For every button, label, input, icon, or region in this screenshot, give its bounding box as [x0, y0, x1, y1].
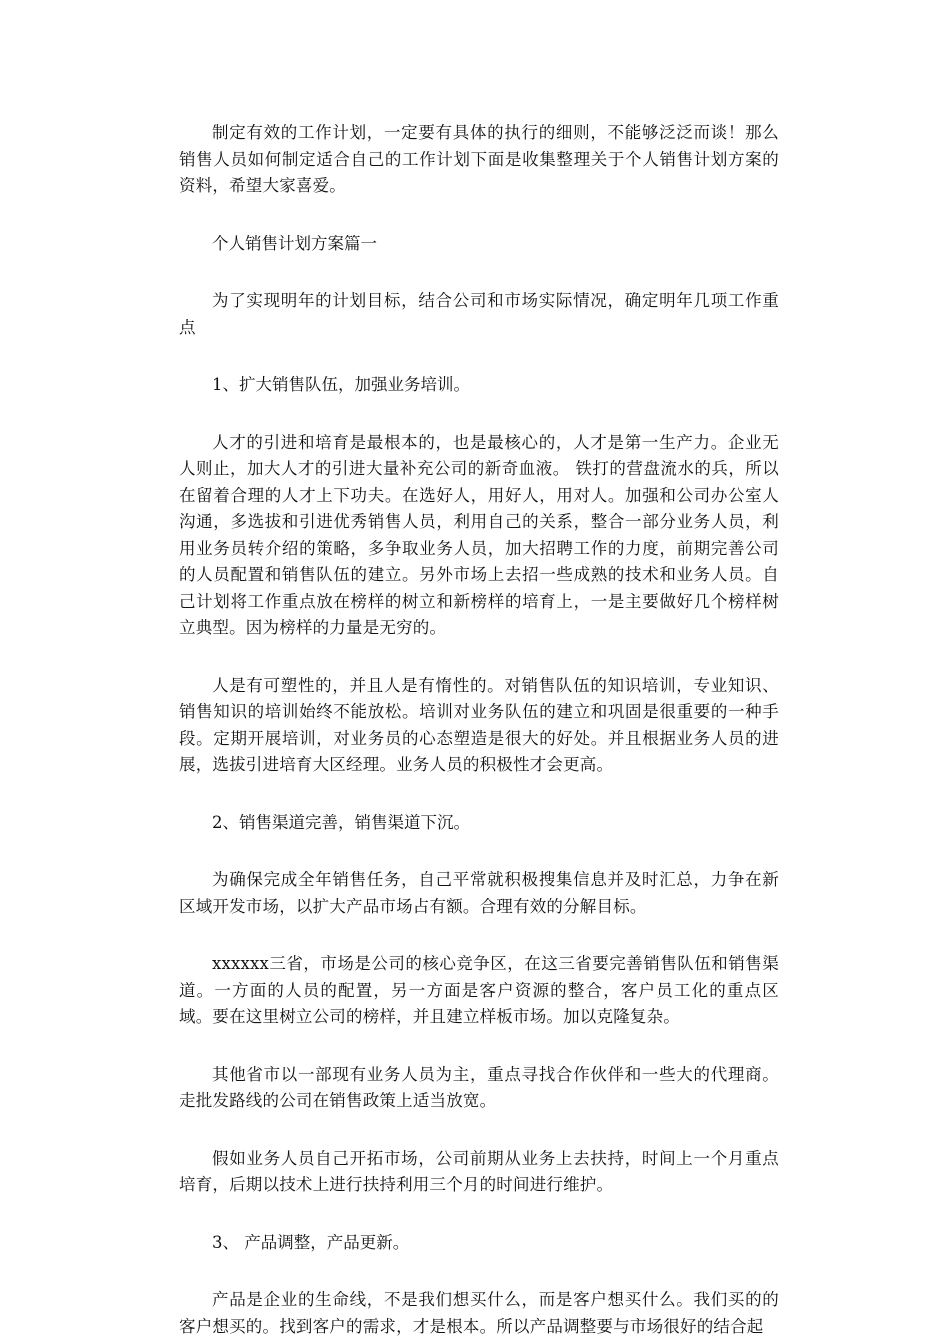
section-2-paragraph-3: 其他省市以一部现有业务人员为主，重点寻找合作伙伴和一些大的代理商。走批发路线的公司在销售政策上适当放宽。 [179, 1064, 779, 1110]
section-2-heading: 2、销售渠道完善，销售渠道下沉。 [212, 812, 470, 832]
lead-paragraph: 为了实现明年的计划目标，结合公司和市场实际情况，确定明年几项工作重点 [179, 291, 779, 337]
section-2-paragraph-2: xxxxxx三省，市场是公司的核心竞争区，在这三省要完善销售队伍和销售渠道。一方面的人员的配置，另一方面是客户资源的整合，客户员工化的重点区域。要在这里树立公司的榜样，并且建立样板市场。加以克隆复杂。 [179, 954, 779, 1026]
section-2-paragraph-1: 为确保完成全年销售任务，自己平常就积极搜集信息并及时汇总，力争在新区域开发市场，以扩大产品市场占有额。合理有效的分解目标。 [179, 870, 779, 916]
document-page [179, 120, 779, 1340]
section-3-paragraph-1: 产品是企业的生命线，不是我们想买什么，而是客户想买什么。我们买的的客户想买的。找到客户的需求，才是根本。所以产品调整要与市场很好的结合起 [179, 1290, 779, 1336]
intro-paragraph: 制定有效的工作计划，一定要有具体的执行的细则，不能够泛泛而谈！那么销售人员如何制定适合自己的工作计划下面是收集整理关于个人销售计划方案的资料，希望大家喜爱。 [179, 123, 779, 195]
section-2-paragraph-4: 假如业务人员自己开拓市场，公司前期从业务上去扶持，时间上一个月重点培育，后期以技术上进行扶持利用三个月的时间进行维护。 [179, 1148, 779, 1194]
section-1-paragraph-2: 人是有可塑性的，并且人是有惰性的。对销售队伍的知识培训，专业知识、销售知识的培训始终不能放松。培训对业务队伍的建立和巩固是很重要的一种手段。定期开展培训，对业务员的心态塑造是很大的好处。并且根据业务人员的进展，选拔引进培育大区经理。业务人员的积极性才会更高。 [179, 675, 779, 774]
section-1-heading: 1、扩大销售队伍，加强业务培训。 [212, 375, 470, 394]
document-title: 个人销售计划方案篇一 [212, 233, 377, 253]
section-3-heading: 3、 产品调整，产品更新。 [212, 1232, 410, 1252]
section-1-paragraph-1: 人才的引进和培育是最根本的，也是最核心的，人才是第一生产力。企业无人则止，加大人才的引进大量补充公司的新奇血液。 铁打的营盘流水的兵，所以在留着合理的人才上下功夫。在选好人，用好人，用对人。加强和公司办公室人沟通，多选拔和引进优秀销售人员，利用自己的关系，整合一部分业务人员，利用业务员转介绍的策略，多争取业务人员，加大招聘工作的力度，前期完善公司的人员配置和销售队伍的建立。另外市场上去招一些成熟的技术和业务人员。自己计划将工作重点放在榜样的树立和新榜样的培育上，一是主要做好几个榜样树立典型。因为榜样的力量是无穷的。 [179, 432, 779, 637]
